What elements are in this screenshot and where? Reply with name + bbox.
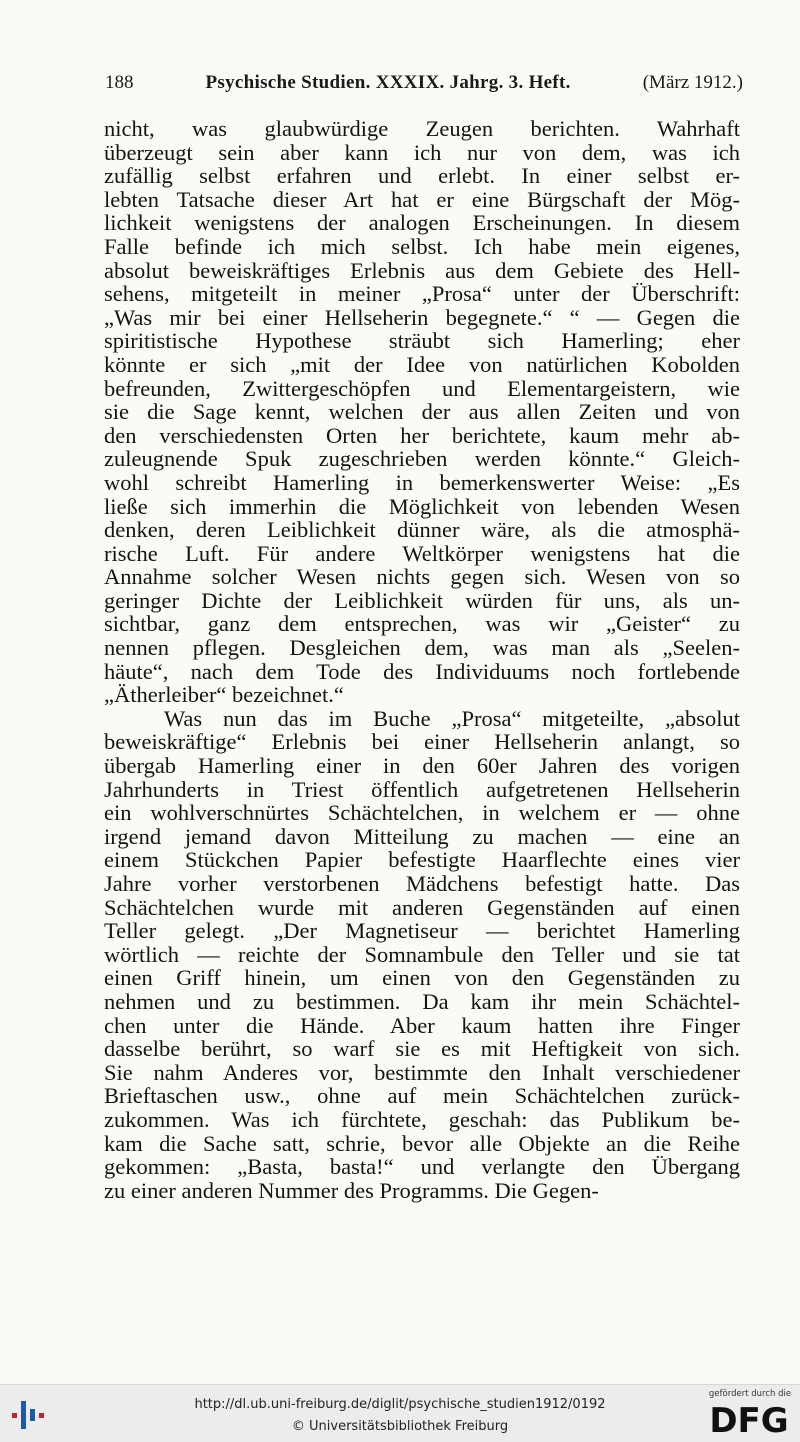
text-line: sie die Sage kennt, welchen der aus allen Zeiten und von [104, 399, 740, 425]
text-line: zuleugnende Spuk zugeschrieben werden könnte.“ Gleich- [104, 446, 740, 472]
text-line: einem Stückchen Papier befestigte Haarflechte eines vier [104, 847, 740, 873]
dfg-logo-icon [706, 1401, 792, 1437]
text-line: nennen pflegen. Desgleichen dem, was man als „Seelen- [104, 635, 740, 661]
text-line: Brieftaschen usw., ohne auf mein Schächtelchen zurück- [104, 1083, 740, 1109]
text-line: lebten Tatsache dieser Art hat er eine Bürgschaft der Mög- [104, 186, 740, 212]
text-line: befreunden, Zwittergeschöpfen und Elementargeistern, wie [104, 375, 740, 401]
text-line: dasselbe berührt, so warf sie es mit Heftigkeit von sich. [104, 1036, 740, 1062]
text-line: den verschiedensten Orten her berichtete, kaum mehr ab- [104, 422, 740, 448]
journal-title: Psychische Studien. XXXIX. Jahrg. 3. Heft. [205, 72, 571, 93]
text-line: überzeugt sein aber kann ich nur von dem, was ich [104, 139, 740, 165]
text-line: Annahme solcher Wesen nichts gegen sich. Wesen von so [104, 564, 740, 590]
text-line: „Ätherleiber“ bezeichnet.“ [104, 682, 344, 708]
text-line: wohl schreibt Hamerling in bemerkenswerter Weise: „Es [104, 469, 740, 495]
text-line: Sie nahm Anderes vor, bestimmte den Inhalt verschiedener [104, 1059, 740, 1085]
text-line: sichtbar, ganz dem entsprechen, was wir „Geister“ zu [104, 611, 740, 637]
text-line: beweiskräftige“ Erlebnis bei einer Hellseherin anlangt, so [104, 729, 740, 755]
text-line: ließe sich immerhin die Möglichkeit von lebenden Wesen [104, 493, 740, 519]
text-line: übergab Hamerling einer in den 60er Jahren des vorigen [104, 753, 740, 779]
text-line: nicht, was glaubwürdige Zeugen berichten. Wahrhaft [104, 116, 740, 141]
text-line: irgend jemand davon Mitteilung zu machen — eine an [104, 823, 740, 849]
text-line: gekommen: „Basta, basta!“ und verlangte den Übergang [104, 1154, 740, 1180]
text-line: Falle befinde ich mich selbst. Ich habe mein eigenes, [104, 233, 740, 259]
text-line: chen unter die Hände. Aber kaum hatten ihre Finger [104, 1012, 740, 1038]
body-text [104, 117, 740, 1202]
text-line: spiritistische Hypothese sträubt sich Hamerling; eher [104, 328, 740, 354]
text-line: zu einer anderen Nummer des Programms. Die Gegen- [104, 1177, 599, 1203]
running-head [105, 72, 743, 94]
text-line: Jahre vorher verstorbenen Mädchens befestigt hatte. Das [104, 871, 740, 896]
copyright-notice: © Universitätsbibliothek Freiburg [291, 1419, 509, 1434]
text-line: rische Luft. Für andere Weltkörper wenigstens hat die [104, 540, 740, 566]
text-line: nehmen und zu bestimmen. Da kam ihr mein Schächtel- [104, 988, 740, 1014]
page-number: 188 [105, 72, 134, 93]
footer-bar [0, 1384, 800, 1442]
text-line: geringer Dichte der Leiblichkeit würden für uns, als un- [104, 587, 740, 613]
text-line: wörtlich — reichte der Somnambule den Teller und sie tat [104, 941, 740, 967]
issue-date: (März 1912.) [642, 72, 743, 93]
text-line: könnte er sich „mit der Idee von natürlichen Kobolden [104, 351, 740, 377]
text-line: Teller gelegt. „Der Magnetiseur — berichtet Hamerling [104, 918, 740, 944]
text-line: Jahrhunderts in Triest öffentlich aufgetretenen Hellseherin [104, 776, 740, 802]
text-line: kam die Sache satt, schrie, bevor alle Objekte an die Reihe [104, 1130, 740, 1156]
text-line: lichkeit wenigstens der analogen Erscheinungen. In diesem [104, 210, 740, 236]
ub-freiburg-logo-icon [8, 1395, 52, 1435]
text-line: absolut beweiskräftiges Erlebnis aus dem Gebiete des Hell- [104, 257, 740, 283]
text-line: zukommen. Was ich fürchtete, geschah: das Publikum be- [104, 1106, 740, 1132]
text-line: Was nun das im Buche „Prosa“ mitgeteilte, „absolut [164, 705, 740, 731]
text-line: sehens, mitgeteilt in meiner „Prosa“ unter der Überschrift: [104, 281, 740, 307]
text-line: denken, deren Leiblichkeit dünner wäre, als die atmosphä- [104, 517, 740, 543]
text-line: ein wohlverschnürtes Schächtelchen, in welchem er — ohne [104, 800, 740, 826]
document-url[interactable]: http://dl.ub.uni-freiburg.de/diglit/psychische_studien1912/0192 [194, 1397, 606, 1412]
dfg-tagline: gefördert durch die [708, 1389, 792, 1399]
text-line: häute“, nach dem Tode des Individuums noch fortlebende [104, 658, 740, 684]
text-line: zufällig selbst erfahren und erlebt. In einer selbst er- [104, 163, 740, 189]
text-line: Schächtelchen wurde mit anderen Gegenständen auf einen [104, 894, 740, 920]
text-line: einen Griff hinein, um einen von den Gegenständen zu [104, 965, 740, 991]
text-line: „Was mir bei einer Hellseherin begegnete.“ “ — Gegen die [104, 304, 740, 330]
dfg-logo-text: DFG [709, 1401, 789, 1437]
